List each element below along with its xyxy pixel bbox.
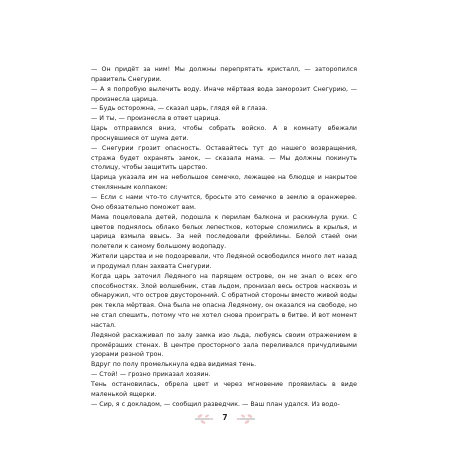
paragraph: — Он придёт за ним! Мы должны перепрятать кристалл, — заторопился правитель Снегурии. (91, 66, 357, 83)
paragraph: — Будь осторожна, — сказал царь, глядя ей в глаза. (91, 105, 268, 113)
paragraph: — Если с нами что-то случится, бросьте это семечко в землю в оранжерее. Оно обязательно поможет вам. (91, 193, 357, 211)
paragraph: Царь отправился вниз, чтобы собрать войско. А в комнату вбежали проснувшиеся от шума дети. (91, 125, 357, 142)
paragraph: Царица указала им на небольшое семечко, лежащее на блюдце и накрытое стеклянным колпаком: (91, 174, 357, 192)
paragraph: — Сир, я с докладом, — сообщил разведчик. — Ваш план удался. Из водо- (91, 400, 340, 408)
paragraph: Когда царь заточил Ледяного на парящем острове, он не знал о всех его способностях. Злой волшебник, став льдом, пронизал весь остров насквозь и обнаружил, что остров двусторонний. С обратной стороны вместо живой воды рек текла мёртвая. Она была не опасна Ледяному, он оказался на свободе, но не стал спешить, потому что не хотел снова проиграть в битве. И вот момент настал. (91, 272, 357, 329)
paragraph: Тень остановилась, обрела цвет и через мгновение проявилась в виде маленькой ящерки. (91, 381, 357, 398)
paragraph: Ледяной расхаживал по залу замка изо льда, любуясь своим отражением в промёрзших стенах. В центре просторного зала переливался причудливыми узорами резной трон. (91, 331, 357, 359)
paragraph: Мама поцеловала детей, подошла к перилам балкона и раскинула руки. С цветов поднялось облако белых лепестков, которые сложились в крылья, и царица взмыла ввысь. За ней последовали фрейлины. Белой стаей они полетели к самому большому водопаду. (91, 213, 357, 251)
branch-ornament-right-icon (236, 411, 256, 427)
paragraph: — Стой! — грозно приказал хозяин. (91, 371, 211, 379)
branch-ornament-left-icon (194, 411, 214, 427)
paragraph: — Снегурии грозит опасность. Оставайтесь тут до нашего возвращения, стража будет охранять замок, — сказала мама. — Мы должны покинуть столицу, чтобы защитить царство. (91, 144, 357, 172)
page-number: 7 (222, 413, 228, 422)
page-footer (0, 411, 450, 429)
paragraph: — А я попробую вылечить воду. Иначе мёртвая вода заморозит Снегурию, — произнесла царица. (91, 85, 357, 103)
paragraph: Жители царства и не подозревали, что Ледяной освободился много лет назад и продумал план захвата Снегурии. (91, 253, 357, 270)
paragraph: Вдруг по полу промелькнула едва видимая тень. (91, 361, 257, 369)
paragraph: — И ты, — произнесла в ответ царица. (91, 115, 221, 123)
page-text (91, 65, 357, 410)
